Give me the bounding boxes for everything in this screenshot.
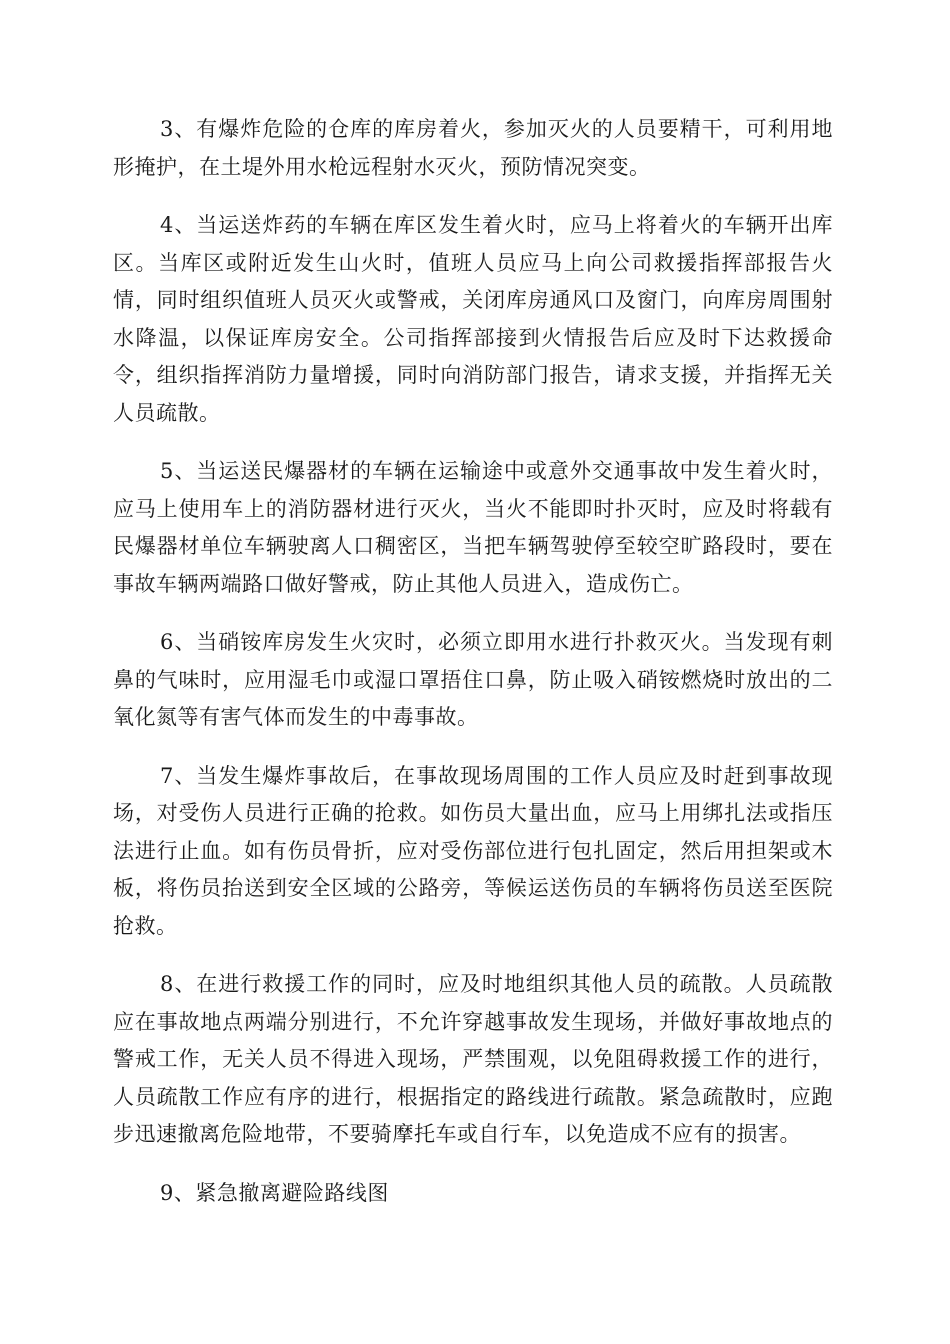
document-body — [113, 111, 833, 1233]
paragraph-item-3: 3、有爆炸危险的仓库的库房着火，参加灭火的人员要精干，可利用地形掩护，在土堤外用水枪远程射水灭火，预防情况突变。 — [113, 117, 833, 179]
paragraph-item-7: 7、当发生爆炸事故后，在事故现场周围的工作人员应及时赶到事故现场，对受伤人员进行正确的抢救。如伤员大量出血，应马上用绑扎法或指压法进行止血。如有伤员骨折，应对受伤部位进行包扎固定，然后用担架或木板，将伤员抬送到安全区域的公路旁，等候运送伤员的车辆将伤员送至医院抢救。 — [113, 763, 833, 938]
paragraph-item-4: 4、当运送炸药的车辆在库区发生着火时，应马上将着火的车辆开出库区。当库区或附近发生山火时，值班人员应马上向公司救援指挥部报告火情，同时组织值班人员灭火或警戒，关闭库房通风口及窗门，向库房周围射水降温，以保证库房安全。公司指挥部接到火情报告后应及时下达救援命令，组织指挥消防力量增援，同时向消防部门报告，请求支援，并指挥无关人员疏散。 — [113, 213, 833, 425]
paragraph-item-6: 6、当硝铵库房发生火灾时，必须立即用水进行扑救灭火。当发现有刺鼻的气味时，应用湿毛巾或湿口罩捂住口鼻，防止吸入硝铵燃烧时放出的二氧化氮等有害气体而发生的中毒事故。 — [113, 630, 833, 729]
paragraph-item-5: 5、当运送民爆器材的车辆在运输途中或意外交通事故中发生着火时，应马上使用车上的消防器材进行灭火，当火不能即时扑灭时，应及时将载有民爆器材单位车辆驶离人口稠密区，当把车辆驾驶停至较空旷路段时，要在事故车辆两端路口做好警戒，防止其他人员进入，造成伤亡。 — [113, 459, 833, 596]
paragraph-item-9: 9、紧急撤离避险路线图 — [160, 1180, 389, 1205]
paragraph-item-8: 8、在进行救援工作的同时，应及时地组织其他人员的疏散。人员疏散应在事故地点两端分别进行，不允许穿越事故发生现场，并做好事故地点的警戒工作，无关人员不得进入现场，严禁围观，以免阻碍救援工作的进行，人员疏散工作应有序的进行，根据指定的路线进行疏散。紧急疏散时，应跑步迅速撤离危险地带，不要骑摩托车或自行车，以免造成不应有的损害。 — [113, 972, 833, 1146]
